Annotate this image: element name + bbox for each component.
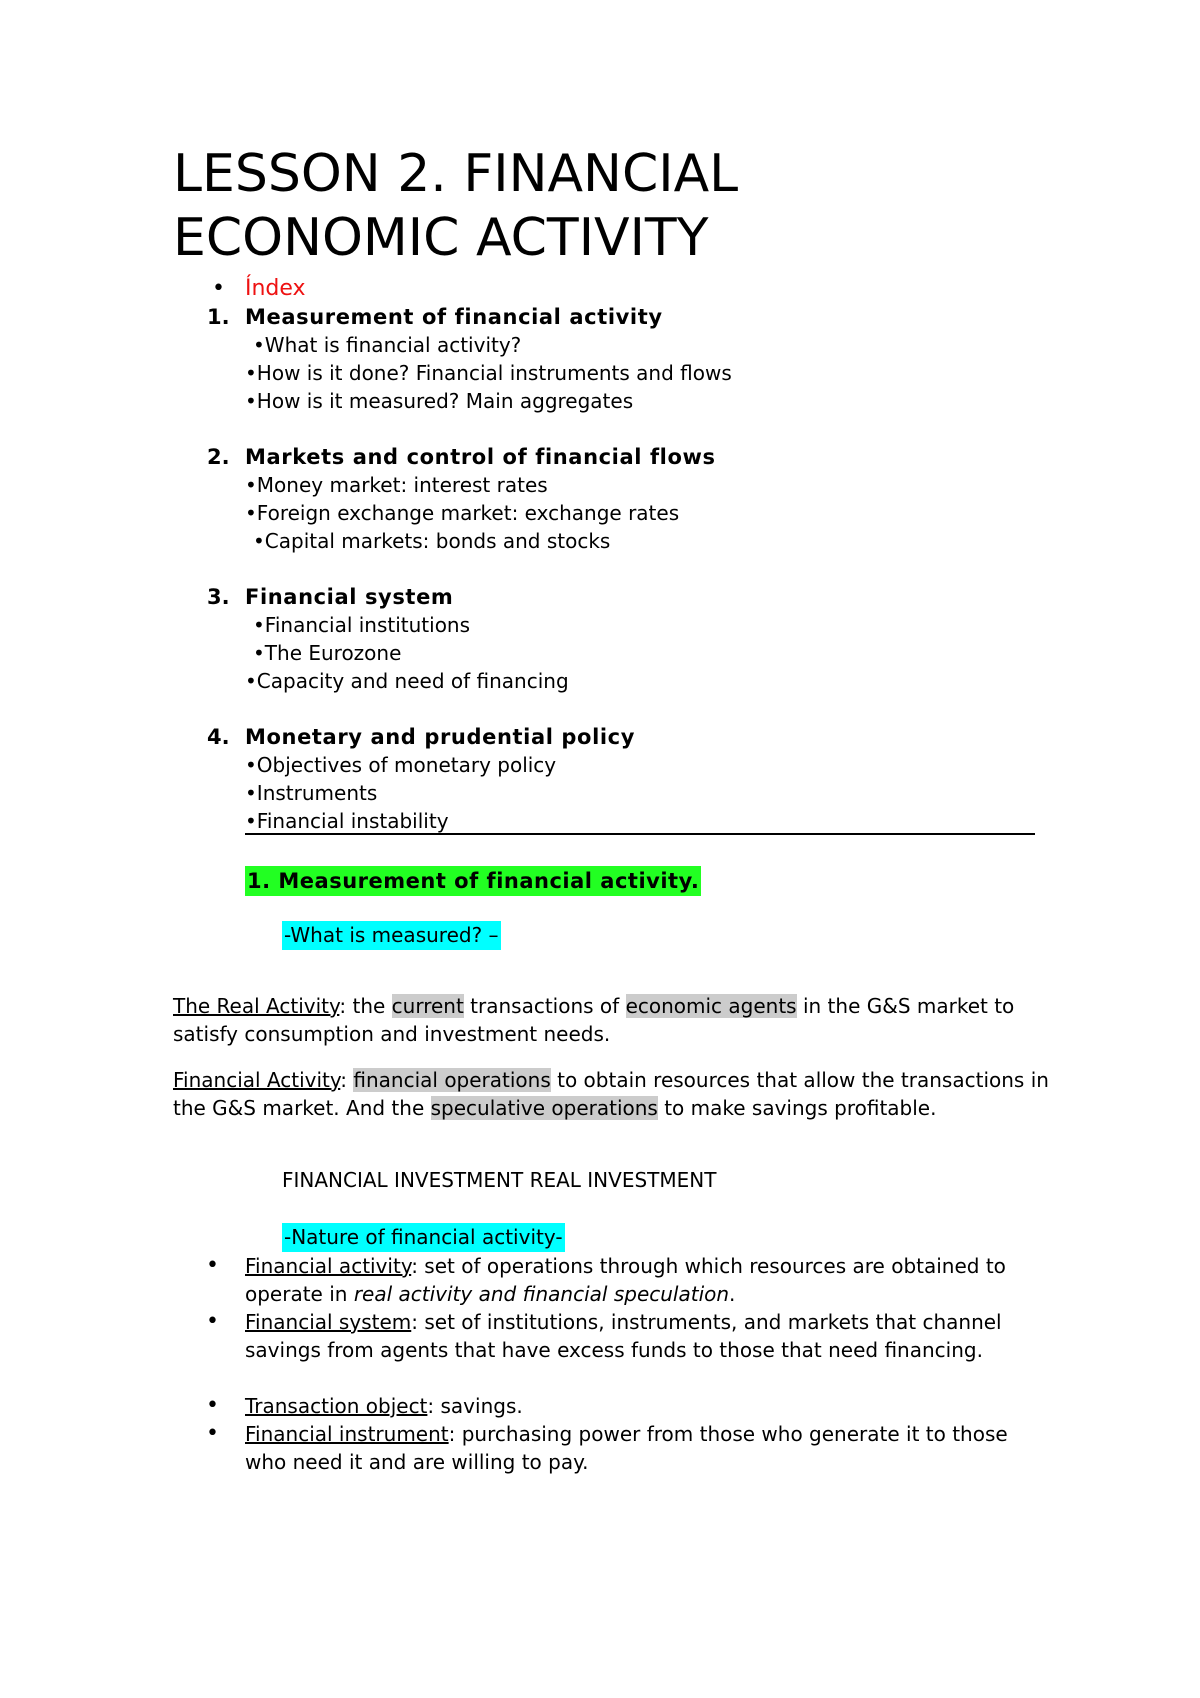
index-section-1-title: Measurement of financial activity <box>245 305 663 329</box>
index-section-4-item-3: •Financial instability <box>245 809 449 833</box>
definition-text-2: : set of institutions, instruments, and markets that channel savings from agents that have excess funds to those that need financing. <box>245 1310 1002 1362</box>
definition-bullet-2: • <box>206 1309 219 1334</box>
index-section-2-item-2: •Foreign exchange market: exchange rates <box>245 501 680 525</box>
index-bullet: • <box>212 276 225 301</box>
definition-bullet-4: • <box>206 1421 219 1446</box>
index-section-1-item-3: •How is it measured? Main aggregates <box>245 389 634 413</box>
definition-term-4: Financial instrument <box>245 1422 449 1446</box>
real-activity-text-3: in the G&S market to satisfy consumption and investment needs. <box>173 994 1015 1046</box>
index-section-1-item-1: •What is financial activity? <box>253 333 522 357</box>
real-activity-highlight-2: economic agents <box>625 994 797 1018</box>
definition-text-3: : savings. <box>427 1394 523 1418</box>
index-section-4-item-1: •Objectives of monetary policy <box>245 753 557 777</box>
index-section-2-item-3: •Capital markets: bonds and stocks <box>253 529 611 553</box>
definition-text-1: : set of operations through which resources are obtained to operate in <box>245 1254 1006 1306</box>
definition-italic-1: real activity and financial speculation <box>353 1282 730 1306</box>
title-line-2: ECONOMIC ACTIVITY <box>173 208 709 268</box>
definition-tail-1: . <box>729 1282 736 1306</box>
index-section-4-title: Monetary and prudential policy <box>245 725 636 749</box>
financial-activity-highlight-2: speculative operations <box>430 1096 658 1120</box>
horizontal-rule <box>245 833 1035 835</box>
index-section-1-item-2: •How is it done? Financial instruments and flows <box>245 361 732 385</box>
title-line-1: LESSON 2. FINANCIAL <box>173 144 739 204</box>
index-section-2-title: Markets and control of financial flows <box>245 445 716 469</box>
definition-bullet-1: • <box>206 1253 219 1278</box>
definition-term-2: Financial system <box>245 1310 412 1334</box>
what-measured-heading: -What is measured? – <box>282 921 501 950</box>
index-section-1-number: 1. <box>207 305 230 329</box>
index-section-3-number: 3. <box>207 585 230 609</box>
financial-activity-term: Financial Activity <box>173 1068 341 1092</box>
real-activity-text-1: : the <box>339 994 392 1018</box>
real-activity-text-2: transactions of <box>463 994 626 1018</box>
real-activity-paragraph <box>173 992 1053 1048</box>
definition-bullet-3: • <box>206 1393 219 1418</box>
nature-heading: -Nature of financial activity- <box>282 1223 565 1252</box>
index-section-2-number: 2. <box>207 445 230 469</box>
index-section-4-number: 4. <box>207 725 230 749</box>
investment-line: FINANCIAL INVESTMENT REAL INVESTMENT <box>282 1168 717 1192</box>
financial-activity-highlight-1: financial operations <box>353 1068 551 1092</box>
page-title <box>173 142 1073 270</box>
real-activity-term: The Real Activity <box>173 994 340 1018</box>
definition-item-4 <box>245 1420 1045 1476</box>
definition-item-3 <box>245 1392 1045 1420</box>
definition-text-4: : purchasing power from those who generate it to those who need it and are willing to pay. <box>245 1422 1008 1474</box>
financial-activity-paragraph <box>173 1066 1053 1122</box>
index-section-3-item-1: •Financial institutions <box>253 613 471 637</box>
index-section-2-item-1: •Money market: interest rates <box>245 473 548 497</box>
real-activity-highlight-1: current <box>391 994 464 1018</box>
definition-item-2 <box>245 1308 1045 1364</box>
financial-activity-text-1: : <box>340 1068 354 1092</box>
section-1-heading: 1. Measurement of financial activity. <box>245 866 701 896</box>
financial-activity-text-2: to obtain resources that allow the transactions in the G&S market. And the <box>173 1068 1049 1120</box>
financial-activity-text-3: to make savings profitable. <box>657 1096 937 1120</box>
index-label: Índex <box>245 276 306 301</box>
definition-term-1: Financial activity <box>245 1254 412 1278</box>
index-section-3-item-2: •The Eurozone <box>253 641 402 665</box>
definition-item-1 <box>245 1252 1045 1308</box>
index-section-4-item-2: •Instruments <box>245 781 378 805</box>
definition-term-3: Transaction object <box>245 1394 428 1418</box>
index-section-3-title: Financial system <box>245 585 454 609</box>
index-section-3-item-3: •Capacity and need of financing <box>245 669 569 693</box>
